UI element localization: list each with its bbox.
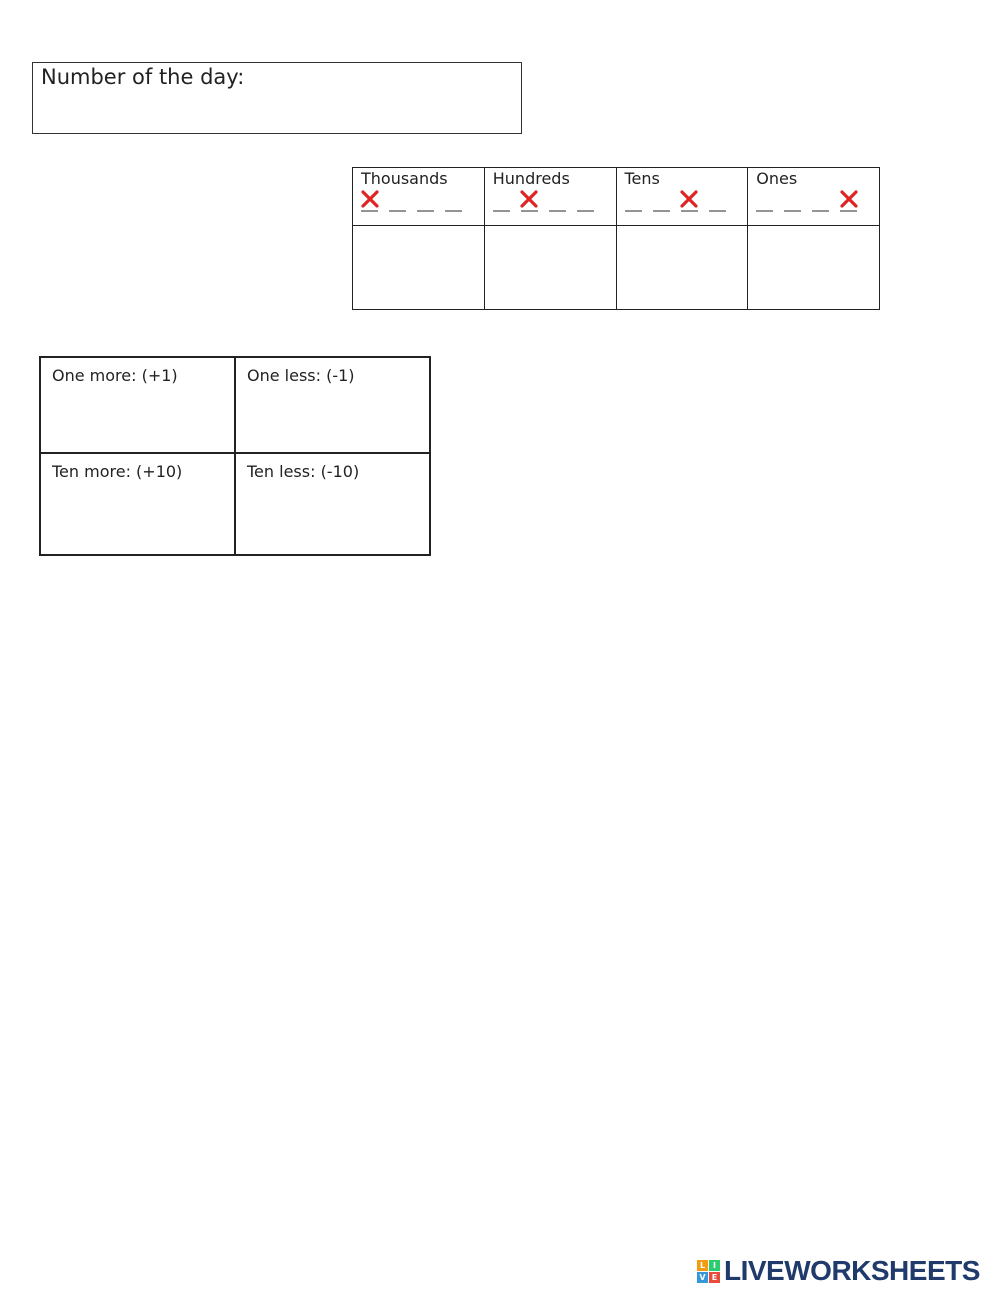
tens-label: Tens (624, 169, 660, 188)
one-more-cell[interactable] (40, 357, 235, 453)
liveworksheets-logo (697, 1256, 980, 1286)
ones-column (748, 168, 880, 226)
ones-label: Ones (756, 169, 798, 188)
logo-letter: I (709, 1260, 720, 1271)
ones-answer-cell[interactable] (748, 226, 880, 310)
thousands-label: Thousands (361, 169, 448, 188)
hundreds-column (484, 168, 616, 226)
ten-less-label: Ten less: (-10) (247, 462, 360, 481)
thousands-cross-icon (358, 187, 382, 211)
ten-more-cell[interactable] (40, 453, 235, 555)
one-less-label: One less: (-1) (247, 366, 355, 385)
ten-less-cell[interactable] (235, 453, 430, 555)
tens-cross-icon (677, 187, 701, 211)
place-value-header-row (353, 168, 880, 226)
logo-text: LIVEWORKSHEETS (724, 1255, 980, 1286)
hundreds-cross-icon (517, 187, 541, 211)
logo-letter: V (697, 1272, 708, 1283)
one-more-label: One more: (+1) (52, 366, 178, 385)
place-value-answer-row (353, 226, 880, 310)
tens-column (616, 168, 748, 226)
thousands-answer-cell[interactable] (353, 226, 485, 310)
place-value-table (352, 167, 880, 310)
logo-letter: L (697, 1260, 708, 1271)
ones-cross-icon (837, 187, 861, 211)
tens-answer-cell[interactable] (616, 226, 748, 310)
hundreds-blanks (493, 201, 597, 213)
one-less-cell[interactable] (235, 357, 430, 453)
number-of-the-day-label: Number of the day: (41, 65, 245, 89)
thousands-column (353, 168, 485, 226)
hundreds-label: Hundreds (492, 169, 570, 188)
hundreds-answer-cell[interactable] (484, 226, 616, 310)
logo-letter: E (709, 1272, 720, 1283)
ten-more-label: Ten more: (+10) (52, 462, 183, 481)
number-of-the-day-box (32, 62, 522, 134)
logo-squares-icon (697, 1260, 720, 1283)
more-less-table (39, 356, 431, 556)
